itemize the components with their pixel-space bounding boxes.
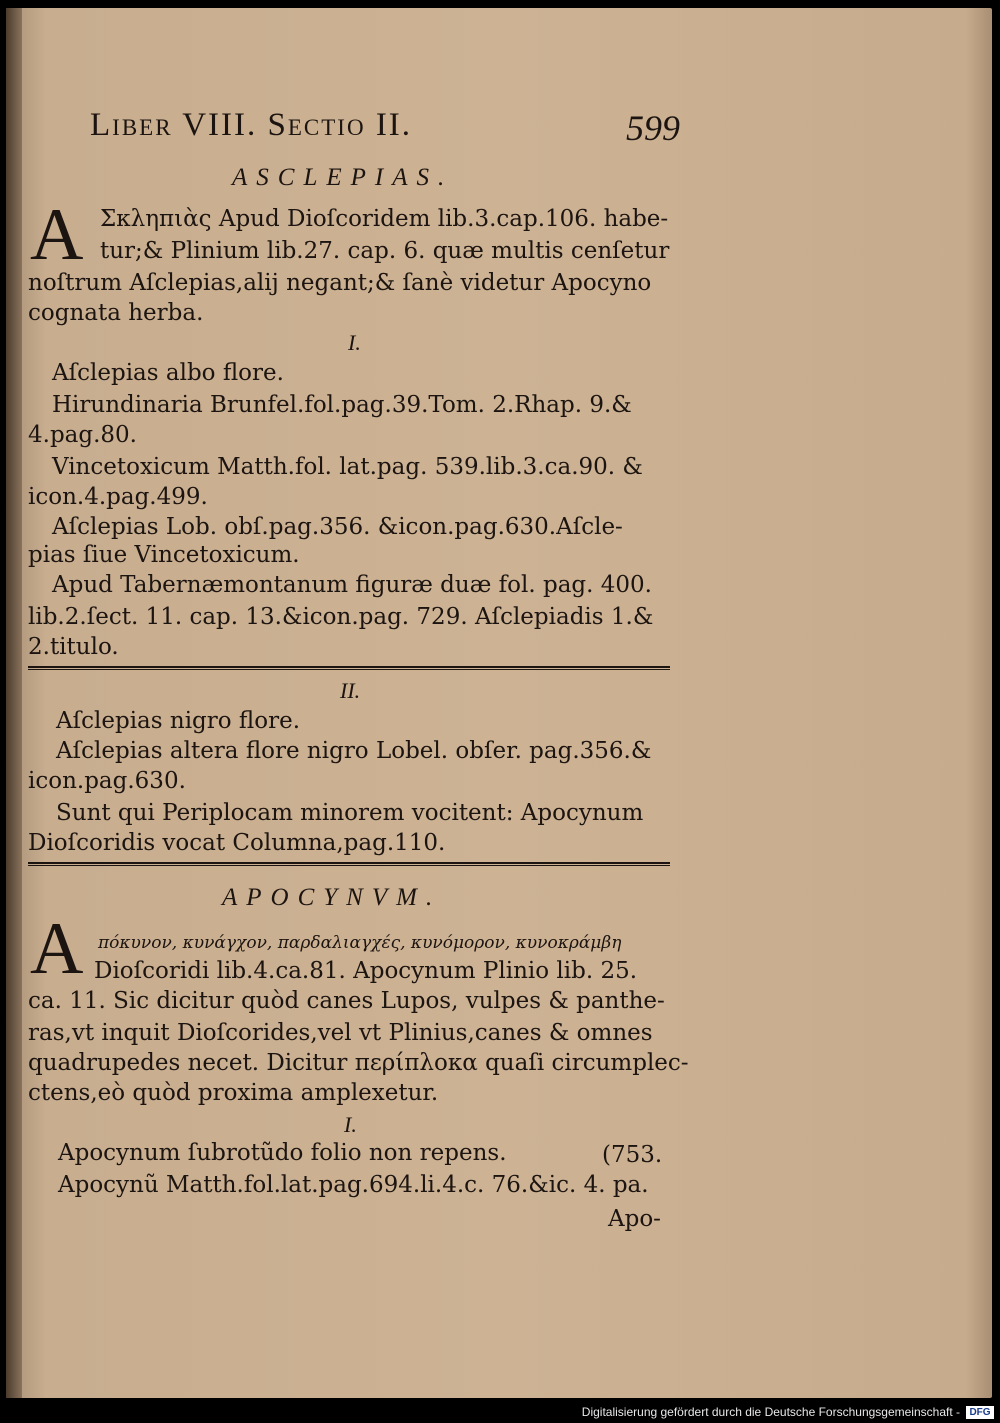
asclepias-intro-line: tur;& Plinium lib.27. cap. 6. quæ multis cenſetur — [100, 238, 670, 264]
section-rule — [28, 862, 670, 866]
section-numeral: I. — [348, 330, 361, 355]
asclepias-intro-line: cognata herba. — [28, 300, 204, 326]
entry-line: Sunt qui Periplocam minorem vocitent: Apocynum — [56, 800, 644, 826]
asclepias-intro-line: noſtrum Aſclepias,alij negant;& ſanè videtur Apocyno — [28, 270, 652, 296]
apocynum-intro-line: quadrupedes necet. Dicitur περίπλοκα quaſi circumplec- — [28, 1050, 689, 1076]
entry-line: Aſclepias Lob. obſ.pag.356. &icon.pag.630.Aſcle- — [52, 514, 623, 540]
apocynum-intro-line: ras,vt inquit Dioſcorides,vel vt Plinius,canes & omnes — [28, 1020, 653, 1046]
dfg-logo: DFG — [966, 1406, 994, 1419]
entry-line: Apocynũ Matth.fol.lat.pag.694.li.4.c. 76.&ic. 4. pa. — [58, 1172, 649, 1198]
entry-line: icon.4.pag.499. — [28, 484, 208, 510]
asclepias-drop-initial: A — [30, 194, 84, 276]
entry-line: 4.pag.80. — [28, 422, 137, 448]
apocynum-intro-line: ctens,eò quòd proxima amplexetur. — [28, 1080, 439, 1106]
entry-line: Aſclepias nigro flore. — [56, 708, 301, 734]
section-numeral: II. — [340, 678, 361, 703]
apocynum-drop-initial: A — [30, 908, 84, 990]
margin-note: (753. — [602, 1142, 663, 1168]
entry-line: Dioſcoridis vocat Columna,pag.110. — [28, 830, 446, 856]
entry-line: icon.pag.630. — [28, 768, 186, 794]
running-header — [90, 107, 680, 151]
digitization-footer — [0, 1402, 1000, 1423]
entry-line: pias ſiue Vincetoxicum. — [28, 542, 300, 568]
asclepias-intro-line: Σκληπιὰς Apud Dioſcoridem lib.3.cap.106. habe- — [100, 206, 669, 232]
funding-credit: Digitalisierung gefördert durch die Deutsche Forschungsgemeinschaft - — [581, 1405, 960, 1419]
entry-line: Aſclepias albo flore. — [52, 360, 284, 386]
entry-line: Aſclepias altera flore nigro Lobel. obſer. pag.356.& — [56, 738, 652, 764]
section-numeral: I. — [344, 1112, 357, 1137]
entry-line: Apud Tabernæmontanum figuræ duæ fol. pag. 400. — [52, 572, 652, 598]
greek-synonyms-line: πόκυνον, κυνάγχον, παρδαλιαγχές, κυνόμορον, κυνοκράμβη — [98, 933, 622, 953]
entry-line: Apocynum ſubrotũdo folio non repens. — [58, 1140, 507, 1166]
apocynum-intro-line: ca. 11. Sic dicitur quòd canes Lupos, vulpes & panthe- — [28, 988, 665, 1014]
entry-line: 2.titulo. — [28, 634, 119, 660]
catchword: Apo- — [608, 1206, 661, 1232]
page-number: 599 — [626, 108, 680, 148]
entry-line: Hirundinaria Brunfel.fol.pag.39.Tom. 2.Rhap. 9.& — [52, 392, 632, 418]
apocynum-intro-line: Dioſcoridi lib.4.ca.81. Apocynum Plinio lib. 25. — [94, 958, 638, 984]
asclepias-heading: ASCLEPIAS. — [232, 164, 454, 191]
entry-line: Vincetoxicum Matth.fol. lat.pag. 539.lib.3.ca.90. & — [52, 454, 643, 480]
entry-line: lib.2.ſect. 11. cap. 13.&icon.pag. 729. Aſclepiadis 1.& — [28, 604, 654, 630]
apocynum-heading: APOCYNVM. — [222, 884, 442, 911]
running-title: Liber VIII. Sectio II. — [90, 107, 413, 143]
section-rule — [28, 666, 670, 670]
